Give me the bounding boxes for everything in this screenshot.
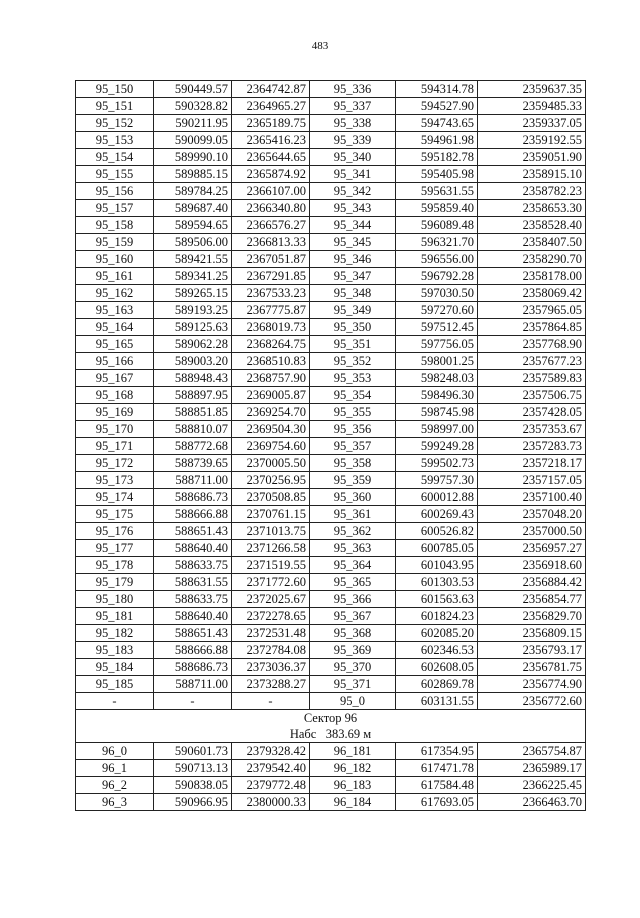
table-cell: 2356854.77 xyxy=(478,591,586,608)
table-cell: 2368757.90 xyxy=(232,370,310,387)
table-cell: 95_370 xyxy=(310,659,396,676)
table-cell: 95_185 xyxy=(76,676,154,693)
table-row xyxy=(76,659,586,676)
table-row xyxy=(76,302,586,319)
table-cell: 2357506.75 xyxy=(478,387,586,404)
table-cell: 589341.25 xyxy=(154,268,232,285)
table-cell: 95_340 xyxy=(310,149,396,166)
table-cell: 95_351 xyxy=(310,336,396,353)
table-cell: 2365644.65 xyxy=(232,149,310,166)
table-cell: 2368019.73 xyxy=(232,319,310,336)
table-cell: 595182.78 xyxy=(396,149,478,166)
table-cell: 95_178 xyxy=(76,557,154,574)
table-row xyxy=(76,794,586,811)
table-cell: 590601.73 xyxy=(154,743,232,760)
table-cell: 96_1 xyxy=(76,760,154,777)
table-row xyxy=(76,285,586,302)
table-cell: 95_177 xyxy=(76,540,154,557)
sector-96-rows xyxy=(76,743,586,811)
table-cell: 95_362 xyxy=(310,523,396,540)
table-cell: 2359051.90 xyxy=(478,149,586,166)
table-row xyxy=(76,183,586,200)
table-cell: 2373288.27 xyxy=(232,676,310,693)
table-cell: 95_160 xyxy=(76,251,154,268)
table-cell: 2372278.65 xyxy=(232,608,310,625)
table-cell: 96_0 xyxy=(76,743,154,760)
table-cell: 598997.00 xyxy=(396,421,478,438)
table-cell: 2356793.17 xyxy=(478,642,586,659)
table-row xyxy=(76,777,586,794)
table-cell: 95_363 xyxy=(310,540,396,557)
table-cell: 2369005.87 xyxy=(232,387,310,404)
table-cell: 95_356 xyxy=(310,421,396,438)
table-cell: 2358915.10 xyxy=(478,166,586,183)
table-cell: 95_162 xyxy=(76,285,154,302)
table-cell: 589506.00 xyxy=(154,234,232,251)
table-cell: 595631.55 xyxy=(396,183,478,200)
table-cell: 590449.57 xyxy=(154,81,232,98)
table-row xyxy=(76,251,586,268)
table-cell: 2357157.05 xyxy=(478,472,586,489)
table-cell: 2371772.60 xyxy=(232,574,310,591)
table-cell: 95_152 xyxy=(76,115,154,132)
table-cell: 602085.20 xyxy=(396,625,478,642)
table-cell: 2366225.45 xyxy=(478,777,586,794)
table-cell: 95_179 xyxy=(76,574,154,591)
sector-96-header xyxy=(76,710,586,743)
table-cell: 588810.07 xyxy=(154,421,232,438)
table-cell: 95_358 xyxy=(310,455,396,472)
table-cell: - xyxy=(154,693,232,710)
table-cell: 95_365 xyxy=(310,574,396,591)
table-cell: 588631.55 xyxy=(154,574,232,591)
table-cell: 2358178.00 xyxy=(478,268,586,285)
table-cell: 95_350 xyxy=(310,319,396,336)
table-cell: 2358290.70 xyxy=(478,251,586,268)
table-row xyxy=(76,98,586,115)
table-cell: 2357000.50 xyxy=(478,523,586,540)
table-cell: 95_338 xyxy=(310,115,396,132)
table-cell: 2358069.42 xyxy=(478,285,586,302)
table-cell: 588651.43 xyxy=(154,523,232,540)
table-cell: 95_173 xyxy=(76,472,154,489)
table-cell: 598496.30 xyxy=(396,387,478,404)
table-cell: 95_364 xyxy=(310,557,396,574)
table-cell: 589784.25 xyxy=(154,183,232,200)
table-cell: 95_346 xyxy=(310,251,396,268)
table-cell: 598248.03 xyxy=(396,370,478,387)
table-cell: 597030.50 xyxy=(396,285,478,302)
table-cell: 95_347 xyxy=(310,268,396,285)
table-cell: 95_158 xyxy=(76,217,154,234)
table-row xyxy=(76,268,586,285)
table-cell: 588897.95 xyxy=(154,387,232,404)
table-cell: 600012.88 xyxy=(396,489,478,506)
table-cell: 600785.05 xyxy=(396,540,478,557)
table-row xyxy=(76,472,586,489)
page-number: 483 xyxy=(311,40,329,52)
coordinates-table xyxy=(75,80,586,811)
table-row xyxy=(76,387,586,404)
table-cell: 599502.73 xyxy=(396,455,478,472)
table-cell: 95_339 xyxy=(310,132,396,149)
table-cell: 588711.00 xyxy=(154,472,232,489)
table-cell: 2366107.00 xyxy=(232,183,310,200)
table-cell: 590328.82 xyxy=(154,98,232,115)
table-cell: 95_343 xyxy=(310,200,396,217)
table-cell: 2367533.23 xyxy=(232,285,310,302)
table-cell: 598001.25 xyxy=(396,353,478,370)
table-row xyxy=(76,743,586,760)
table-cell: 2356957.27 xyxy=(478,540,586,557)
table-cell: 601824.23 xyxy=(396,608,478,625)
table-cell: 2356774.90 xyxy=(478,676,586,693)
sector-95-rows xyxy=(76,81,586,710)
table-cell: 2369504.30 xyxy=(232,421,310,438)
table-cell: 2371519.55 xyxy=(232,557,310,574)
table-cell: 95_171 xyxy=(76,438,154,455)
table-row xyxy=(76,149,586,166)
table-row xyxy=(76,591,586,608)
table-row xyxy=(76,217,586,234)
table-row xyxy=(76,200,586,217)
table-row xyxy=(76,625,586,642)
table-cell: 589193.25 xyxy=(154,302,232,319)
table-cell: 617693.05 xyxy=(396,794,478,811)
table-cell: 2372531.48 xyxy=(232,625,310,642)
table-cell: 588739.65 xyxy=(154,455,232,472)
table-cell: 589062.28 xyxy=(154,336,232,353)
table-cell: 588948.43 xyxy=(154,370,232,387)
table-cell: 2358782.23 xyxy=(478,183,586,200)
table-cell: 95_357 xyxy=(310,438,396,455)
table-cell: 588686.73 xyxy=(154,659,232,676)
table-cell: 2357589.83 xyxy=(478,370,586,387)
table-cell: - xyxy=(76,693,154,710)
table-cell: 95_169 xyxy=(76,404,154,421)
table-cell: 600269.43 xyxy=(396,506,478,523)
table-row xyxy=(76,81,586,98)
table-cell: 590966.95 xyxy=(154,794,232,811)
table-cell: 2367291.85 xyxy=(232,268,310,285)
table-cell: 2373036.37 xyxy=(232,659,310,676)
table-cell: 588851.85 xyxy=(154,404,232,421)
table-cell: 588711.00 xyxy=(154,676,232,693)
sector-header-cell xyxy=(76,710,586,743)
table-cell: 95_344 xyxy=(310,217,396,234)
table-cell: 598745.98 xyxy=(396,404,478,421)
table-cell: 603131.55 xyxy=(396,693,478,710)
table-cell: 95_176 xyxy=(76,523,154,540)
table-cell: 2370508.85 xyxy=(232,489,310,506)
table-cell: 2367775.87 xyxy=(232,302,310,319)
table-cell: 2366340.80 xyxy=(232,200,310,217)
table-cell: 95_342 xyxy=(310,183,396,200)
table-cell: 95_345 xyxy=(310,234,396,251)
table-cell: 594743.65 xyxy=(396,115,478,132)
table-cell: 2357283.73 xyxy=(478,438,586,455)
table-cell: 95_349 xyxy=(310,302,396,319)
table-row xyxy=(76,557,586,574)
table-cell: 594527.90 xyxy=(396,98,478,115)
table-row xyxy=(76,693,586,710)
table-cell: 590099.05 xyxy=(154,132,232,149)
sector-subtitle: Набс 383.69 м xyxy=(289,727,372,741)
table-cell: 2357768.90 xyxy=(478,336,586,353)
table-cell: 2358528.40 xyxy=(478,217,586,234)
table-cell: 95_164 xyxy=(76,319,154,336)
table-cell: 590713.13 xyxy=(154,760,232,777)
table-cell: 96_3 xyxy=(76,794,154,811)
table-cell: 95_182 xyxy=(76,625,154,642)
table-cell: 599249.28 xyxy=(396,438,478,455)
table-cell: 589421.55 xyxy=(154,251,232,268)
table-cell: 2370761.15 xyxy=(232,506,310,523)
table-cell: 588640.40 xyxy=(154,608,232,625)
table-cell: 595859.40 xyxy=(396,200,478,217)
table-cell: 617354.95 xyxy=(396,743,478,760)
table-cell: 2369754.60 xyxy=(232,438,310,455)
table-cell: 594314.78 xyxy=(396,81,478,98)
table-cell: 95_360 xyxy=(310,489,396,506)
table-cell: 2379328.42 xyxy=(232,743,310,760)
table-cell: 95_366 xyxy=(310,591,396,608)
table-cell: 95_336 xyxy=(310,81,396,98)
table-cell: 2370256.95 xyxy=(232,472,310,489)
table-cell: 95_183 xyxy=(76,642,154,659)
table-cell: 596089.48 xyxy=(396,217,478,234)
table-cell: 588666.88 xyxy=(154,506,232,523)
table-cell: 96_2 xyxy=(76,777,154,794)
table-cell: 589265.15 xyxy=(154,285,232,302)
table-cell: 96_181 xyxy=(310,743,396,760)
table-cell: 95_161 xyxy=(76,268,154,285)
table-cell: 2356884.42 xyxy=(478,574,586,591)
table-row xyxy=(76,760,586,777)
table-row xyxy=(76,608,586,625)
table-row xyxy=(76,132,586,149)
table-row xyxy=(76,115,586,132)
table-cell: 2356918.60 xyxy=(478,557,586,574)
table-row xyxy=(76,489,586,506)
table-cell: 95_353 xyxy=(310,370,396,387)
table-row xyxy=(76,370,586,387)
table-cell: 2369254.70 xyxy=(232,404,310,421)
table-cell: 2379542.40 xyxy=(232,760,310,777)
table-cell: 2359637.35 xyxy=(478,81,586,98)
table-row xyxy=(76,404,586,421)
table-cell: 96_184 xyxy=(310,794,396,811)
table-cell: - xyxy=(232,693,310,710)
table-row xyxy=(76,421,586,438)
table-cell: 95_180 xyxy=(76,591,154,608)
table-cell: 588772.68 xyxy=(154,438,232,455)
table-cell: 589687.40 xyxy=(154,200,232,217)
table-cell: 95_367 xyxy=(310,608,396,625)
table-row xyxy=(76,455,586,472)
table-row xyxy=(76,540,586,557)
table-cell: 601303.53 xyxy=(396,574,478,591)
table-cell: 601043.95 xyxy=(396,557,478,574)
table-cell: 2356772.60 xyxy=(478,693,586,710)
table-cell: 2365989.17 xyxy=(478,760,586,777)
table-cell: 601563.63 xyxy=(396,591,478,608)
table-cell: 602869.78 xyxy=(396,676,478,693)
table-cell: 2357218.17 xyxy=(478,455,586,472)
table-cell: 95_361 xyxy=(310,506,396,523)
table-row xyxy=(76,523,586,540)
table-cell: 595405.98 xyxy=(396,166,478,183)
table-cell: 589003.20 xyxy=(154,353,232,370)
table-cell: 2365416.23 xyxy=(232,132,310,149)
table-cell: 588633.75 xyxy=(154,591,232,608)
table-cell: 2358407.50 xyxy=(478,234,586,251)
table-cell: 589594.65 xyxy=(154,217,232,234)
table-cell: 2366576.27 xyxy=(232,217,310,234)
table-cell: 2357428.05 xyxy=(478,404,586,421)
table-row xyxy=(76,642,586,659)
table-cell: 588651.43 xyxy=(154,625,232,642)
table-cell: 2368264.75 xyxy=(232,336,310,353)
table-cell: 2366813.33 xyxy=(232,234,310,251)
table-cell: 590211.95 xyxy=(154,115,232,132)
table-cell: 2370005.50 xyxy=(232,455,310,472)
table-cell: 588633.75 xyxy=(154,557,232,574)
table-cell: 96_183 xyxy=(310,777,396,794)
table-cell: 2364965.27 xyxy=(232,98,310,115)
table-cell: 2357965.05 xyxy=(478,302,586,319)
table-cell: 2368510.83 xyxy=(232,353,310,370)
table-row xyxy=(76,353,586,370)
table-cell: 2359485.33 xyxy=(478,98,586,115)
table-row xyxy=(76,234,586,251)
table-cell: 597756.05 xyxy=(396,336,478,353)
table-cell: 95_181 xyxy=(76,608,154,625)
table-cell: 95_157 xyxy=(76,200,154,217)
sector-header-row xyxy=(76,710,586,743)
table-cell: 2379772.48 xyxy=(232,777,310,794)
table-cell: 2371013.75 xyxy=(232,523,310,540)
table-cell: 600526.82 xyxy=(396,523,478,540)
table-cell: 95_155 xyxy=(76,166,154,183)
table-cell: 95_175 xyxy=(76,506,154,523)
table-cell: 597270.60 xyxy=(396,302,478,319)
table-cell: 95_0 xyxy=(310,693,396,710)
table-cell: 95_348 xyxy=(310,285,396,302)
table-cell: 2357677.23 xyxy=(478,353,586,370)
table-cell: 2372784.08 xyxy=(232,642,310,659)
table-cell: 95_355 xyxy=(310,404,396,421)
table-cell: 95_369 xyxy=(310,642,396,659)
table-cell: 95_354 xyxy=(310,387,396,404)
table-cell: 602346.53 xyxy=(396,642,478,659)
table-cell: 95_352 xyxy=(310,353,396,370)
table-cell: 2359192.55 xyxy=(478,132,586,149)
table-row xyxy=(76,574,586,591)
table-cell: 617584.48 xyxy=(396,777,478,794)
table-cell: 2357100.40 xyxy=(478,489,586,506)
table-row xyxy=(76,166,586,183)
table-cell: 95_159 xyxy=(76,234,154,251)
table-cell: 2356809.15 xyxy=(478,625,586,642)
table-cell: 2356781.75 xyxy=(478,659,586,676)
table-cell: 95_359 xyxy=(310,472,396,489)
table-row xyxy=(76,506,586,523)
table-cell: 588666.88 xyxy=(154,642,232,659)
table-cell: 602608.05 xyxy=(396,659,478,676)
table-cell: 596321.70 xyxy=(396,234,478,251)
table-cell: 617471.78 xyxy=(396,760,478,777)
table-cell: 2359337.05 xyxy=(478,115,586,132)
table-row xyxy=(76,336,586,353)
table-cell: 95_150 xyxy=(76,81,154,98)
table-cell: 95_167 xyxy=(76,370,154,387)
table-cell: 589885.15 xyxy=(154,166,232,183)
table-cell: 596556.00 xyxy=(396,251,478,268)
table-cell: 599757.30 xyxy=(396,472,478,489)
table-cell: 95_153 xyxy=(76,132,154,149)
table-cell: 2365874.92 xyxy=(232,166,310,183)
table-cell: 2357353.67 xyxy=(478,421,586,438)
table-cell: 95_184 xyxy=(76,659,154,676)
table-cell: 2365754.87 xyxy=(478,743,586,760)
table-cell: 2371266.58 xyxy=(232,540,310,557)
table-cell: 597512.45 xyxy=(396,319,478,336)
table-cell: 2372025.67 xyxy=(232,591,310,608)
table-cell: 95_368 xyxy=(310,625,396,642)
table-cell: 95_174 xyxy=(76,489,154,506)
table-cell: 2364742.87 xyxy=(232,81,310,98)
table-cell: 96_182 xyxy=(310,760,396,777)
table-cell: 2357864.85 xyxy=(478,319,586,336)
table-cell: 2367051.87 xyxy=(232,251,310,268)
table-cell: 590838.05 xyxy=(154,777,232,794)
table-cell: 2357048.20 xyxy=(478,506,586,523)
table-cell: 588686.73 xyxy=(154,489,232,506)
sector-title: Сектор 96 xyxy=(303,711,358,725)
table-cell: 2365189.75 xyxy=(232,115,310,132)
table-cell: 95_170 xyxy=(76,421,154,438)
table-cell: 95_172 xyxy=(76,455,154,472)
table-cell: 2356829.70 xyxy=(478,608,586,625)
table-cell: 2380000.33 xyxy=(232,794,310,811)
table-cell: 589125.63 xyxy=(154,319,232,336)
table-cell: 95_166 xyxy=(76,353,154,370)
table-cell: 2366463.70 xyxy=(478,794,586,811)
table-cell: 95_337 xyxy=(310,98,396,115)
table-cell: 2358653.30 xyxy=(478,200,586,217)
table-cell: 95_163 xyxy=(76,302,154,319)
table-cell: 95_151 xyxy=(76,98,154,115)
table-row xyxy=(76,438,586,455)
table-cell: 588640.40 xyxy=(154,540,232,557)
table-cell: 589990.10 xyxy=(154,149,232,166)
table-cell: 594961.98 xyxy=(396,132,478,149)
table-row xyxy=(76,319,586,336)
table-cell: 95_154 xyxy=(76,149,154,166)
table-cell: 95_156 xyxy=(76,183,154,200)
table-cell: 95_341 xyxy=(310,166,396,183)
table-cell: 95_165 xyxy=(76,336,154,353)
table-cell: 596792.28 xyxy=(396,268,478,285)
table-cell: 95_168 xyxy=(76,387,154,404)
table-cell: 95_371 xyxy=(310,676,396,693)
table-row xyxy=(76,676,586,693)
